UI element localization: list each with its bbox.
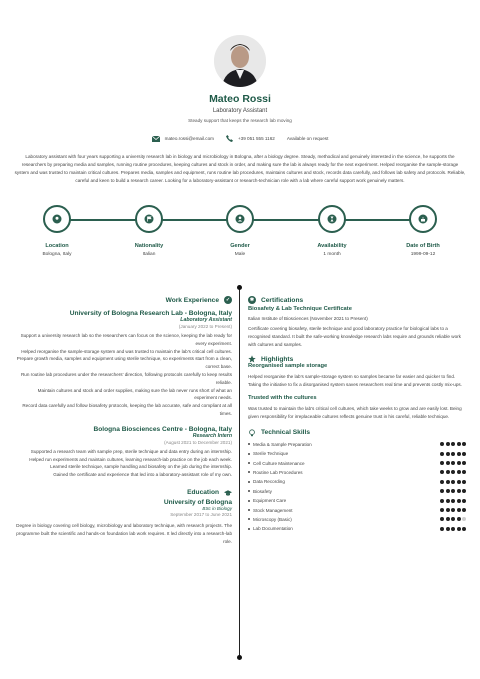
person-icon [235,214,245,224]
check-badge-icon: ✓ [225,297,231,303]
rating-dot [440,489,444,493]
list-item: Sterile Technique [248,449,466,458]
rating-dot [440,452,444,456]
education-date: September 2017 to June 2021 [170,511,232,517]
list-item: Maintain cultures and stock and order supplies, making sure the lab never runs short of what an experiment needs. [37,387,232,401]
list-item: Lab Documentation [248,524,466,533]
profile-photo [214,35,266,87]
skill-rating [440,480,466,484]
job-2-date: (August 2021 to December 2021) [164,439,232,445]
skill-rating [440,517,466,521]
rating-dot [462,489,466,493]
contact-availability [287,136,329,141]
job-1-title: Laboratory Assistant [180,317,232,323]
stat-availability [287,205,377,257]
rating-dot [457,527,461,531]
list-item: Biosafety [248,487,466,496]
rating-dot [446,442,450,446]
rating-dot [462,527,466,531]
stat-nationality [104,205,194,257]
candidate-name: Mateo Rossi [209,93,271,105]
rating-dot [451,527,455,531]
cake-icon [418,214,428,224]
rating-dot [440,470,444,474]
skill-rating [440,489,466,493]
rating-dot [440,461,444,465]
rating-dot [462,508,466,512]
rating-dot [440,517,444,521]
list-item: Helped reorganise the sample-storage system and was trusted to maintain the lab's critical cell cultures. [21,348,232,354]
star-icon [248,355,256,363]
rating-dot [451,452,455,456]
stat-location [12,205,102,257]
stat-gender-value: Male [234,252,246,257]
gear-icon: ✱ [249,297,255,303]
rating-dot [462,480,466,484]
skill-rating [440,452,466,456]
education-text: Degree in biology covering cell biology, microbiology and laboratory technique, with research projects. The programme built the scientific and hands-on foundation lab work requires. It led directly into a research-lab role. [16,522,232,544]
rating-dot [446,461,450,465]
rating-dot [457,480,461,484]
stat-birthdate [378,205,468,257]
contact-bar [0,135,480,142]
personal-info-row [12,205,468,261]
rating-dot [446,470,450,474]
job-1-org: University of Bologna Research Lab - Bologna, Italy [69,310,232,317]
stat-birthdate-label: Date of Birth [406,243,440,249]
timeline-dot-bottom [237,655,242,660]
highlight-1-text: Helped reorganise the lab's sample-storage system so samples became far easier and quicker to find. Taking the initiative to fix a disorganised system saves researchers real time and prevents costly mix-ups. [248,374,462,388]
certification-title: Biosafety & Lab Technique Certificate [248,306,352,312]
rating-dot [457,508,461,512]
list-item: Cell Culture Maintenance [248,458,466,467]
stat-location-label: Location [45,243,69,249]
rating-dot [446,508,450,512]
education-org: University of Bologna [163,498,232,506]
rating-dot [446,480,450,484]
location-pin-icon [52,214,62,224]
rating-dot [440,499,444,503]
highlights-heading: Highlights [248,355,466,363]
timeline-dot-top [237,285,242,290]
list-item: Media & Sample Preparation [248,440,466,449]
skill-rating [440,470,466,474]
email-text: mateo.rossi@email.com [164,136,214,141]
rating-dot [451,470,455,474]
job-2-bullets [14,448,232,479]
rating-dot [457,517,461,521]
rating-dot [457,470,461,474]
profile-summary: Laboratory assistant with four years supporting a university research lab in biology and microbiology in Bologna, after a biology degree. Steady, methodical and genuinely interested in the science, he supports the researchers by preparing media and samples, running routine procedures, keeping cultures and stock in order, and making sure the lab is always ready for the next experiment. Helped reorganise the sample-storage system and was trusted to maintain critical cultures. Prepares media, samples and equipment, runs routine lab procedures, maintains cultures and stock, records data carefully, and follows lab safety and protocols. Reliable, careful and keen to build a research career. Looking for a laboratory-assistant or research-technician role with a lab where careful support work genuinely matters. [14,154,466,183]
highlight-2-title: Trusted with the cultures [248,394,317,401]
list-item: Prepare growth media, samples and equipment using sterile technique, so experiments start from a clean, correct base. [16,356,232,370]
technical-skills-heading: Technical Skills [248,429,466,437]
rating-dot [440,480,444,484]
education-degree: BSc in Biology [202,505,232,511]
availability-text: Available on request [286,136,329,141]
candidate-role: Laboratory Assistant [212,108,268,114]
stat-birthdate-value: 1999-09-12 [410,252,436,257]
rating-dot [446,527,450,531]
rating-dot [462,517,466,521]
list-item: Helped run experiments and maintain cultures, learning research-lab practice on the job each week. [29,456,232,462]
stat-availability-value: 1 month [323,252,341,257]
rating-dot [462,470,466,474]
email-icon [152,136,160,142]
rating-dot [457,461,461,465]
candidate-tagline: Steady support that keeps the research lab moving [188,118,292,123]
work-experience-heading: Work Experience ✓ [165,296,231,304]
list-item: Equipment Care [248,496,466,505]
timeline-line [239,287,240,657]
list-item: Support a university research lab so the researchers can focus on the science, keeping the lab ready for every experiment. [20,333,232,346]
stat-gender [195,205,285,257]
stat-nationality-label: Nationality [134,243,164,249]
rating-dot [451,480,455,484]
stat-availability-label: Availability [317,243,347,249]
highlight-1-title: Reorganised sample storage [248,363,328,370]
rating-dot [457,489,461,493]
list-item: Supported a research team with sample prep, sterile technique and data entry during an internship. [30,448,232,454]
job-1-date: (January 2022 to Present) [178,324,232,329]
rating-dot [440,508,444,512]
skills-list [248,440,466,534]
rating-dot [451,508,455,512]
skill-rating [440,527,466,531]
right-column [248,296,466,533]
rating-dot [457,452,461,456]
rating-dot [451,461,455,465]
phone-icon [226,135,233,142]
rating-dot [462,499,466,503]
list-item: Microscopy (Basic) [248,515,466,524]
rating-dot [440,527,444,531]
rating-dot [451,499,455,503]
rating-dot [457,442,461,446]
work-experience-section [14,296,232,545]
job-2-title: Research Intern [192,432,232,439]
rating-dot [446,452,450,456]
highlight-2-text: Was trusted to maintain the lab's critical cell cultures, which take weeks to grow and are easily lost. Being given responsibility for irreplaceable cultures reflects genuine trust in his careful, reliable technique. [248,405,462,419]
rating-dot [440,442,444,446]
contact-phone[interactable] [226,135,275,142]
certification-text: Certificate covering biosafety, sterile technique and good laboratory practice for biological labs to a recognised standard. It built the safe-working knowledge research labs require and grounds reliable work with cultures and samples. [248,326,461,347]
list-item: Data Recording [248,477,466,486]
stat-location-value: Bologna, Italy [42,252,72,257]
rating-dot [462,452,466,456]
list-item: Routine Lab Procedures [248,468,466,477]
list-item: Gained the certificate and experience that led into a laboratory-assistant role of my own. [53,472,232,478]
rating-dot [451,517,455,521]
rating-dot [462,461,466,465]
list-item: Run routine lab procedures under the researchers' direction, following protocols carefully to keep results reliable. [20,371,232,385]
contact-email[interactable] [152,136,214,142]
rating-dot [451,442,455,446]
lightbulb-icon [248,429,256,437]
list-item: Record data carefully and follow biosafety protocols, keeping the lab accurate, safe and compliant at all times. [22,403,232,416]
rating-dot [462,442,466,446]
skill-rating [440,461,466,465]
rating-dot [446,499,450,503]
skill-rating [440,508,466,512]
certification-issuer: Italian Institute of Biosciences (November 2021 to Present) [248,316,368,321]
flag-icon [144,214,154,224]
graduation-cap-icon [224,489,232,497]
list-item: Learned sterile technique, sample handling and biosafety on the job during the internship. [50,464,232,470]
job-1-bullets [14,332,232,418]
skill-rating [440,499,466,503]
skill-rating [440,442,466,446]
hourglass-icon [327,214,337,224]
rating-dot [446,517,450,521]
rating-dot [446,489,450,493]
job-2-org: Bologna Biosciences Centre - Bologna, Italy [93,425,232,433]
stat-nationality-value: Italian [142,252,156,257]
rating-dot [451,489,455,493]
phone-text: +39 051 555 1162 [237,136,275,141]
rating-dot [457,499,461,503]
education-heading: Education [14,489,232,497]
stat-gender-label: Gender [230,243,250,249]
certifications-heading: ✱ Certifications [249,296,304,304]
list-item: Stock Management [248,505,466,514]
